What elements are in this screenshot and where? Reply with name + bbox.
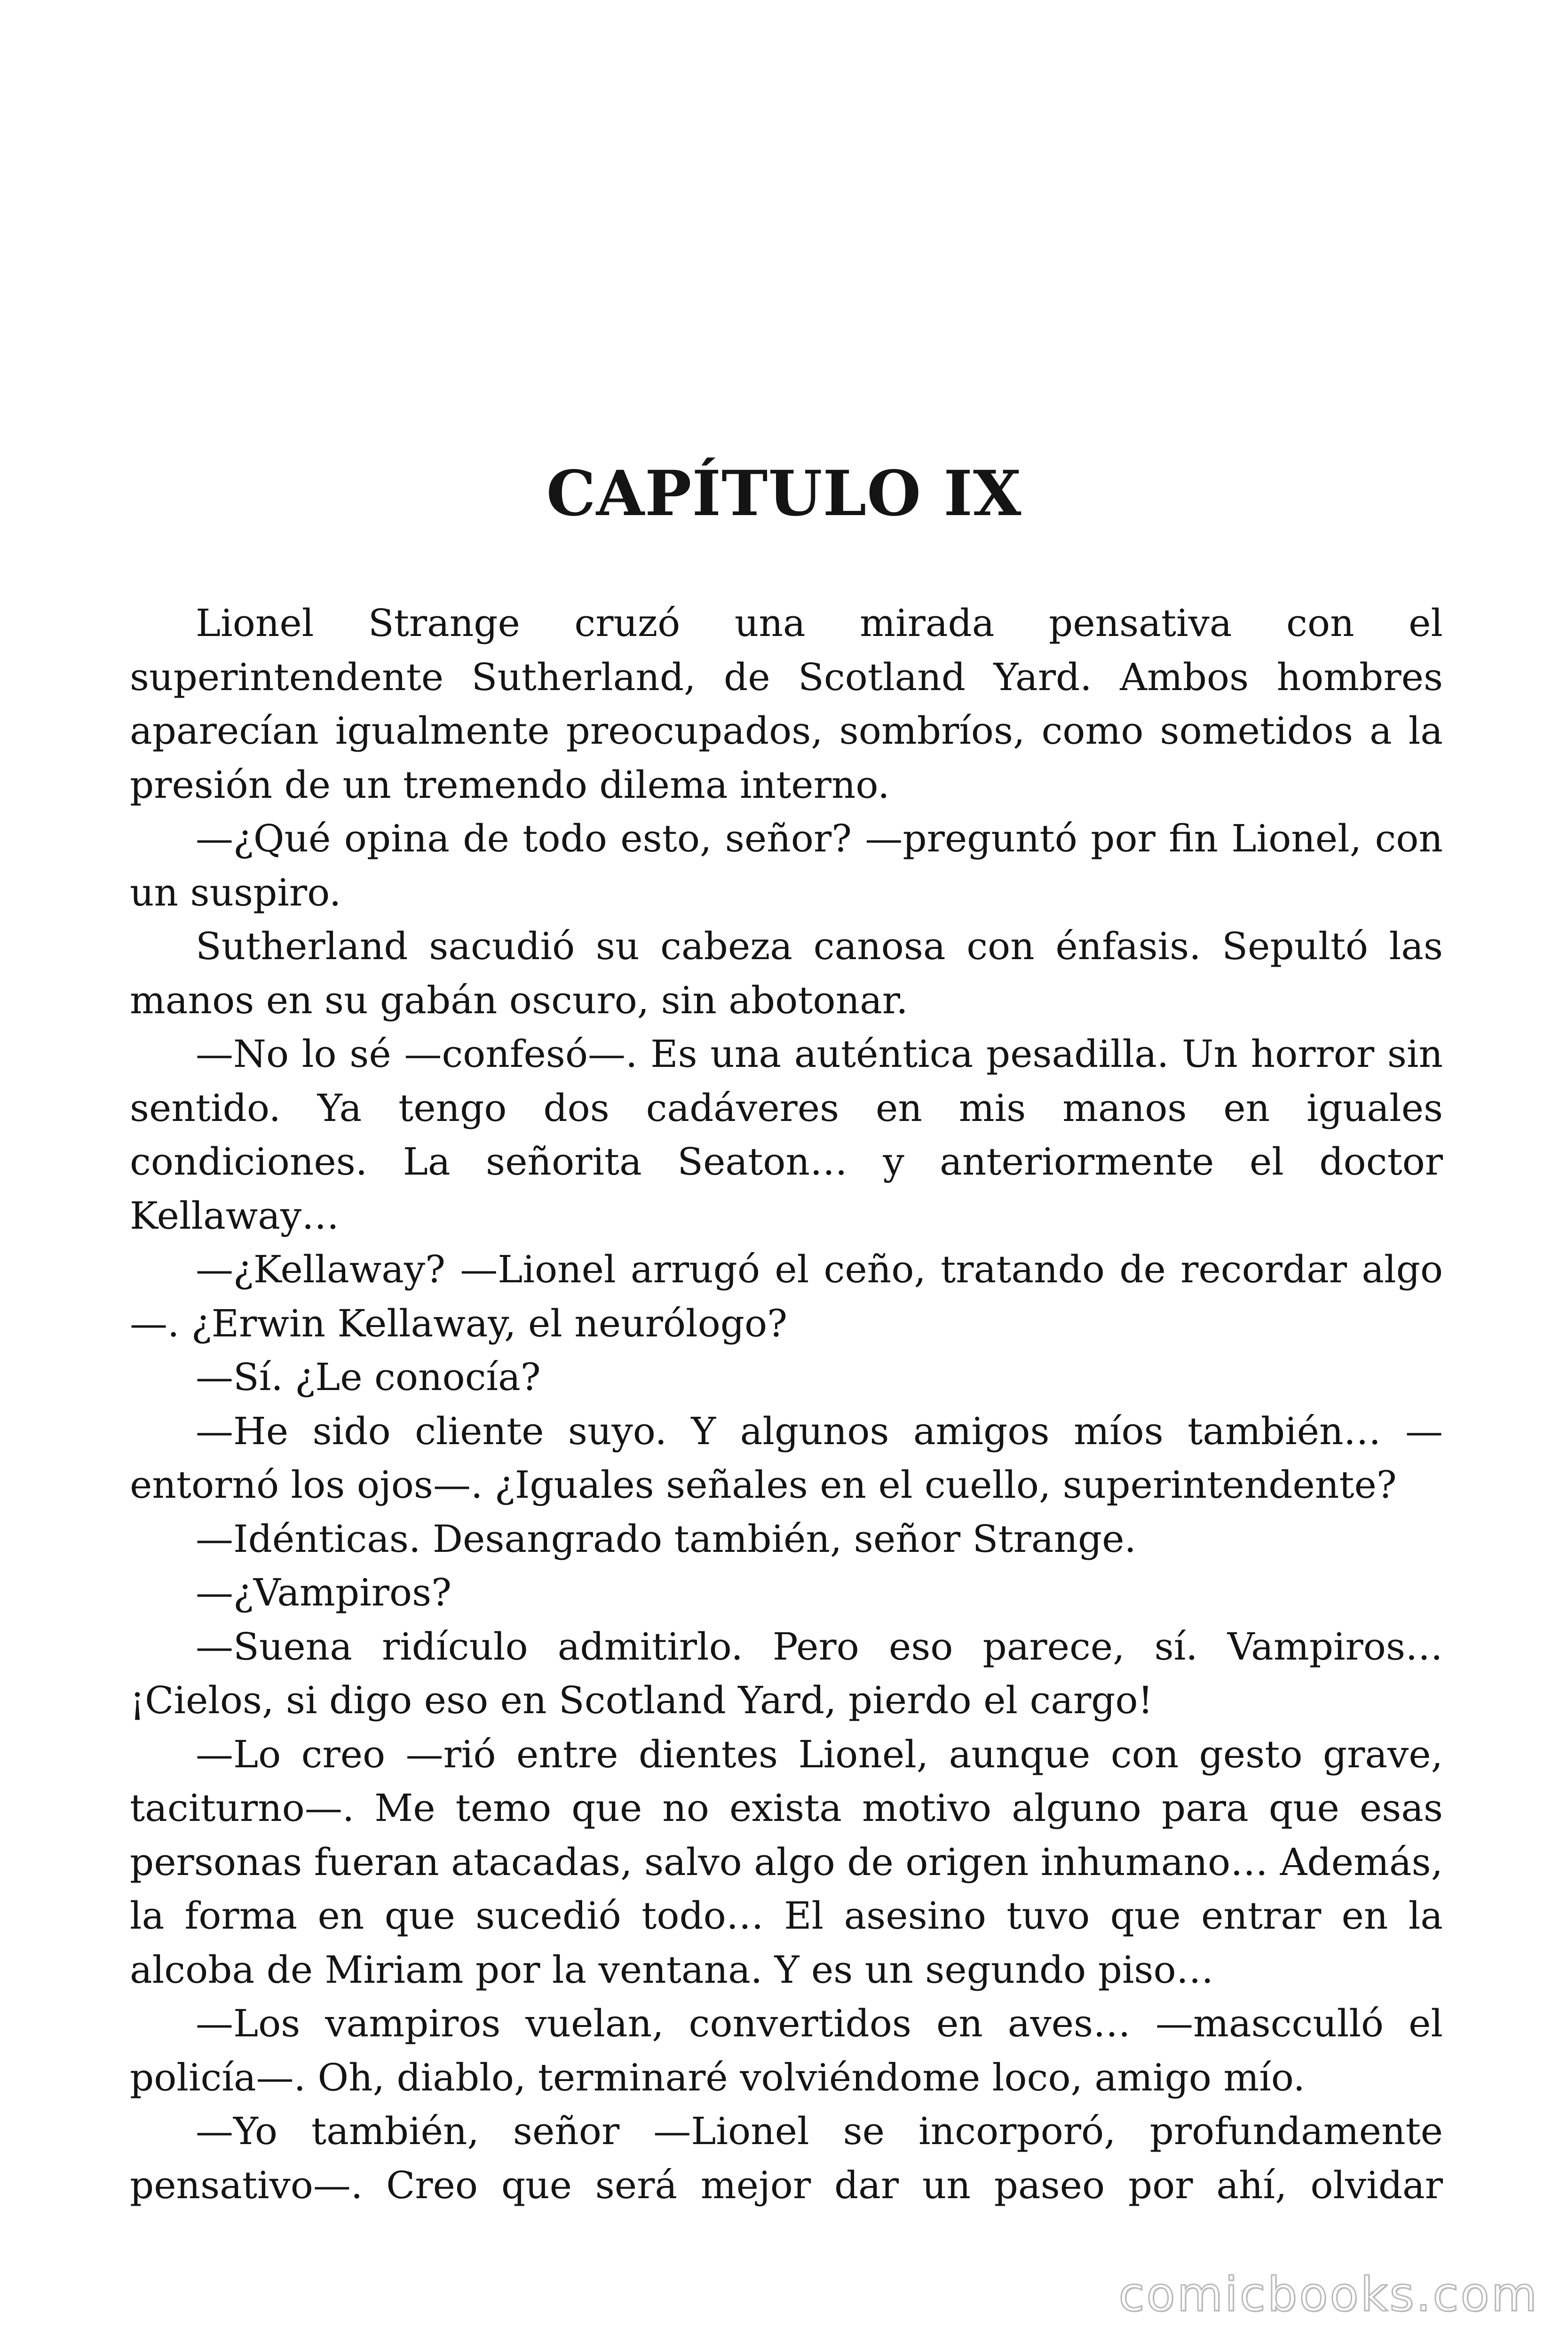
paragraph-continued: —Yo también, señor —Lionel se incorporó, profundamente pensativo—. Creo que será mejor dar un paseo por ahí, olvidar: [130, 2109, 1443, 2207]
paragraph: —¿Qué opina de todo esto, señor? —preguntó por fin Lionel, con un suspiro.: [130, 817, 1443, 914]
paragraph: —¿Kellaway? —Lionel arrugó el ceño, tratando de recordar algo —. ¿Erwin Kellaway, el neurólogo?: [130, 1248, 1443, 1345]
paragraph: —Lo creo —rió entre dientes Lionel, aunque con gesto grave, taciturno—. Me temo que no exista motivo alguno para que esas personas fueran atacadas, salvo algo de origen inhumano… Además, la forma en que sucedió todo… El asesino tuvo que entrar en la alcoba de Miriam por la ventana. Y es un segundo piso…: [130, 1732, 1443, 1992]
paragraph: —Suena ridículo admitirlo. Pero eso parece, sí. Vampiros… ¡Cielos, si digo eso en Scotland Yard, pierdo el cargo!: [130, 1624, 1443, 1722]
paragraph: Sutherland sacudió su cabeza canosa con énfasis. Sepultó las manos en su gabán oscuro, sin abotonar.: [130, 924, 1443, 1022]
chapter-body: [130, 596, 1443, 2212]
watermark-logo: comicbooks.com: [1118, 2267, 1539, 2322]
paragraph: —Los vampiros vuelan, convertidos en aves… —mascculló el policía—. Oh, diablo, terminaré volviéndome loco, amigo mío.: [130, 2002, 1443, 2099]
paragraph: —He sido cliente suyo. Y algunos amigos míos también… — entornó los ojos—. ¿Iguales señales en el cuello, superintendente?: [130, 1409, 1443, 1507]
paragraph: —Idénticas. Desangrado también, señor Strange.: [196, 1517, 1136, 1561]
chapter-title: CAPÍTULO IX: [546, 457, 1022, 530]
paragraph: —No lo sé —confesó—. Es una auténtica pesadilla. Un horror sin sentido. Ya tengo dos cadáveres en mis manos en iguales condiciones. La señorita Seaton… y anteriormente el doctor Kellaway…: [130, 1032, 1443, 1238]
paragraph: Lionel Strange cruzó una mirada pensativa con el superintendente Sutherland, de Scotland Yard. Ambos hombres aparecían igualmente preocupados, sombríos, como sometidos a la presión de un tremendo dilema interno.: [130, 601, 1443, 807]
paragraph: —Sí. ¿Le conocía?: [196, 1355, 541, 1399]
paragraph: —¿Vampiros?: [196, 1571, 452, 1614]
